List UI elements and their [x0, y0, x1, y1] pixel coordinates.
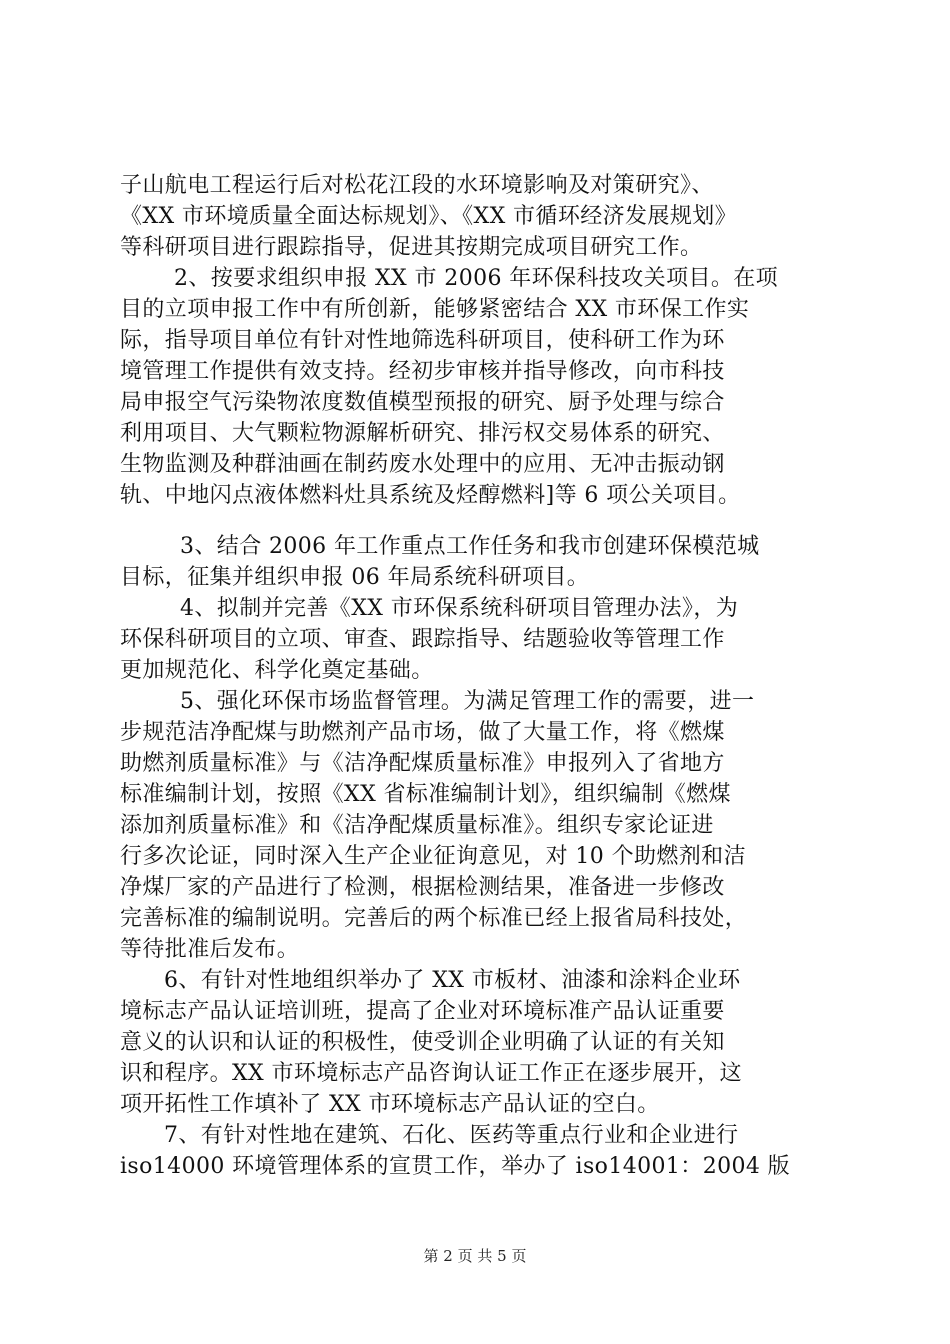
paragraph-gap — [120, 511, 840, 531]
text-line: 子山航电工程运行后对松花江段的水环境影响及对策研究》、 — [120, 173, 714, 198]
text-line: 步规范洁净配煤与助燃剂产品市场，做了大量工作，将《燃煤 — [120, 720, 725, 745]
text-line: 等待批准后发布。 — [120, 937, 300, 962]
text-line: 意义的认识和认证的积极性，使受训企业明确了认证的有关知 — [120, 1030, 725, 1055]
document-body — [120, 170, 840, 1182]
text-line: 识和程序。XX 市环境标志产品咨询认证工作正在逐步展开，这 — [120, 1061, 742, 1086]
text-line: 《XX 市环境质量全面达标规划》、《XX 市循环经济发展规划》 — [120, 204, 738, 229]
text-line: 轨、中地闪点液体燃料灶具系统及烃醇燃料]等 6 项公关项目。 — [120, 483, 741, 508]
text-line: iso14000 环境管理体系的宣贯工作，举办了 iso14001：2004 版 — [120, 1154, 791, 1179]
text-line: 目的立项申报工作中有所创新，能够紧密结合 XX 市环保工作实 — [120, 297, 750, 322]
text-line: 净煤厂家的产品进行了检测，根据检测结果，准备进一步修改 — [120, 875, 725, 900]
paragraph-6-start: 6、有针对性地组织举办了 XX 市板材、油漆和涂料企业环 — [164, 968, 741, 993]
text-line: 完善标准的编制说明。完善后的两个标准已经上报省局科技处， — [120, 906, 748, 931]
page-number-footer: 第 2 页 共 5 页 — [423, 1247, 527, 1265]
text-line: 环保科研项目的立项、审查、跟踪指导、结题验收等管理工作 — [120, 627, 725, 652]
paragraph-5-start: 5、强化环保市场监督管理。为满足管理工作的需要，进一 — [180, 689, 755, 714]
text-line: 生物监测及种群油画在制药废水处理中的应用、无冲击振动钢 — [120, 452, 725, 477]
text-line: 等科研项目进行跟踪指导，促进其按期完成项目研究工作。 — [120, 235, 703, 260]
text-line: 项开拓性工作填补了 XX 市环境标志产品认证的空白。 — [120, 1092, 660, 1117]
paragraph-7-start: 7、有针对性地在建筑、石化、医药等重点行业和企业进行 — [164, 1123, 739, 1148]
text-line: 境标志产品认证培训班，提高了企业对环境标准产品认证重要 — [120, 999, 725, 1024]
text-line: 更加规范化、科学化奠定基础。 — [120, 658, 434, 683]
text-line: 局申报空气污染物浓度数值模型预报的研究、厨予处理与综合 — [120, 390, 725, 415]
text-line: 标准编制计划，按照《XX 省标准编制计划》，组织编制《燃煤 — [120, 782, 731, 807]
text-line: 目标，征集并组织申报 06 年局系统科研项目。 — [120, 565, 590, 590]
text-line: 添加剂质量标准》和《洁净配煤质量标准》。组织专家论证进 — [120, 813, 714, 838]
text-line: 利用项目、大气颗粒物源解析研究、排污权交易体系的研究、 — [120, 421, 725, 446]
text-line: 际，指导项目单位有针对性地筛选科研项目，使科研工作为环 — [120, 328, 725, 353]
paragraph-3-start: 3、结合 2006 年工作重点工作任务和我市创建环保模范城 — [180, 534, 760, 559]
paragraph-2-start: 2、按要求组织申报 XX 市 2006 年环保科技攻关项目。在项 — [174, 266, 779, 291]
text-line: 助燃剂质量标准》与《洁净配煤质量标准》申报列入了省地方 — [120, 751, 725, 776]
text-line: 境管理工作提供有效支持。经初步审核并指导修改，向市科技 — [120, 359, 725, 384]
text-line: 行多次论证，同时深入生产企业征询意见，对 10 个助燃剂和洁 — [120, 844, 746, 869]
paragraph-4-start: 4、拟制并完善《XX 市环保系统科研项目管理办法》，为 — [180, 596, 739, 621]
